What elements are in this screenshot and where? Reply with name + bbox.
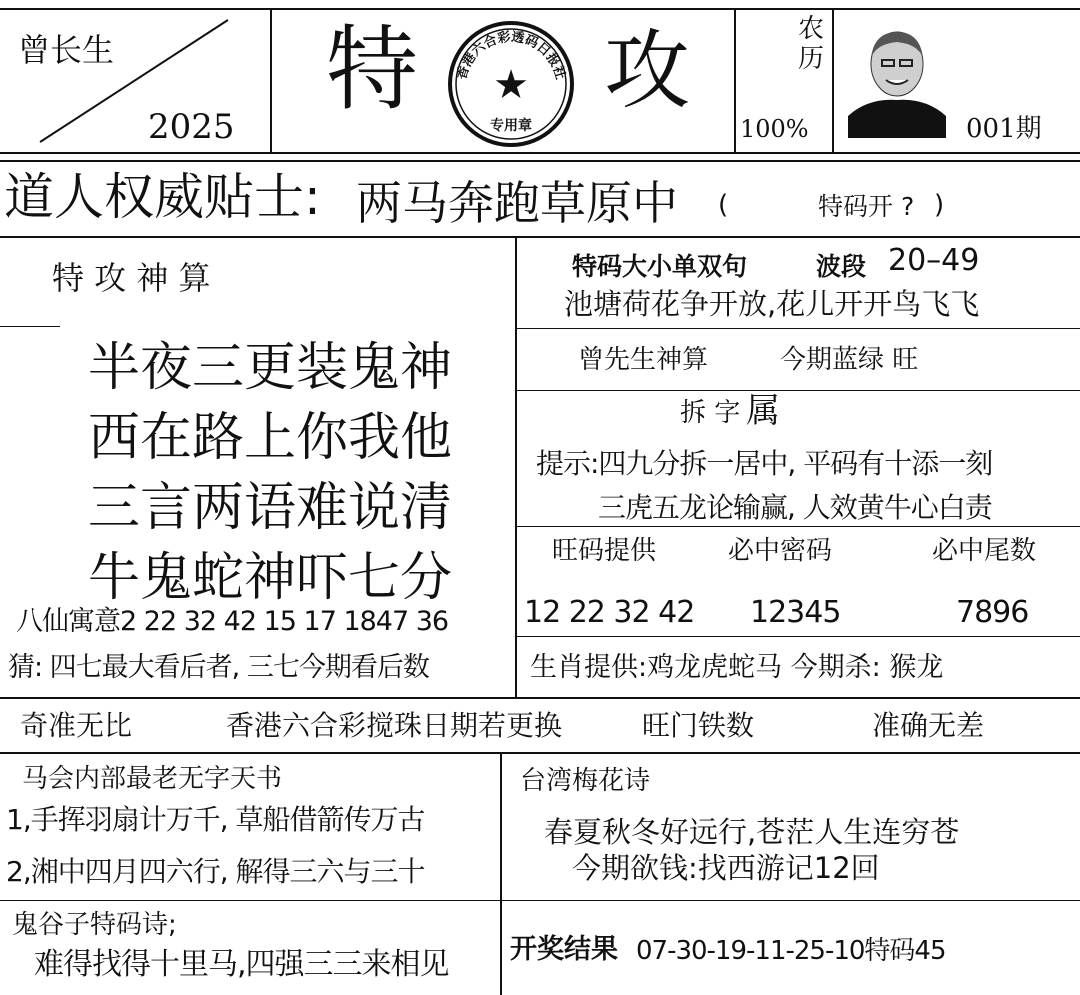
zodiac-text: 生肖提供:鸡龙虎蛇马 今期杀: 猴龙 bbox=[530, 652, 944, 683]
lunar-char-1: 农 bbox=[798, 14, 825, 44]
title-char-left: 特 bbox=[326, 16, 419, 123]
seal-bottom-text: 专用章 bbox=[490, 118, 532, 134]
col-header-1: 旺码提供 bbox=[552, 536, 657, 566]
chaizi-char: 属 bbox=[746, 391, 780, 431]
issue-number: 001期 bbox=[966, 114, 1042, 144]
col-value-2: 12345 bbox=[750, 595, 841, 630]
percent-value: 100% bbox=[740, 115, 809, 143]
year: 2025 bbox=[148, 107, 235, 147]
rule-right-3 bbox=[517, 526, 1080, 527]
horse-title: 马会内部最老无字天书 bbox=[22, 764, 283, 794]
rule-banner-top bbox=[0, 697, 1080, 699]
baxian-numbers: 八仙寓意2 22 32 42 15 17 1847 36 bbox=[16, 606, 449, 637]
rule-top bbox=[0, 8, 1080, 10]
zeng-value: 今期蓝绿 旺 bbox=[780, 345, 919, 375]
result-value: 07-30-19-11-25-10特码45 bbox=[636, 936, 946, 966]
guess-text: 猜: 四七最大看后者, 三七今期看后数 bbox=[8, 652, 429, 683]
vline-header-1 bbox=[270, 8, 272, 154]
tip-note: 特码开 ? bbox=[818, 192, 915, 221]
rule-tip-bottom bbox=[0, 236, 1080, 238]
horse-line-1: 1,手挥羽扇计万千, 草船借箭传万古 bbox=[6, 803, 425, 836]
poem-line-4: 牛鬼蛇神吓七分 bbox=[88, 548, 453, 608]
tip-label: 道人权威贴士: bbox=[4, 168, 321, 226]
banner-item-1: 奇准无比 bbox=[20, 709, 133, 742]
seal-stamp bbox=[447, 20, 575, 148]
rule-right-4 bbox=[517, 636, 1080, 637]
rule-right-1 bbox=[517, 328, 1080, 329]
banner-item-2: 香港六合彩搅珠日期若更换 bbox=[226, 709, 563, 742]
guigu-text: 难得找得十里马,四强三三来相见 bbox=[34, 947, 449, 982]
rule-header-bottom bbox=[0, 152, 1080, 154]
portrait-photo bbox=[848, 20, 946, 138]
vline-middle bbox=[515, 238, 517, 698]
rule-left-heading bbox=[0, 326, 60, 327]
col-value-1: 12 22 32 42 bbox=[524, 595, 695, 630]
result-label: 开奖结果 bbox=[510, 934, 618, 965]
banner-item-4: 准确无差 bbox=[872, 709, 985, 742]
hint-line-2: 三虎五龙论输赢, 人效黄牛心白责 bbox=[598, 491, 992, 524]
rule-header-bottom-2 bbox=[0, 160, 1080, 162]
poem-line-2: 西在路上你我他 bbox=[88, 408, 453, 468]
rule-bottom-left bbox=[0, 900, 500, 901]
left-heading: 特 攻 神 算 bbox=[52, 259, 211, 297]
zeng-label: 曾先生神算 bbox=[578, 345, 709, 375]
chaizi-label: 拆 字 bbox=[680, 398, 741, 428]
poem-line-1: 半夜三更装鬼神 bbox=[88, 338, 453, 398]
hint-line-1: 提示:四九分拆一居中, 平码有十添一刻 bbox=[536, 447, 993, 480]
rule-right-2 bbox=[517, 390, 1080, 391]
seal-star-icon: ★ bbox=[493, 62, 529, 108]
wave-value: 20–49 bbox=[888, 243, 980, 278]
author-name: 曾长生 bbox=[18, 31, 115, 69]
seal-arc-text: 香港六合彩透码日报社 bbox=[454, 29, 568, 82]
poem-line-3: 三言两语难说清 bbox=[88, 478, 453, 538]
verse-text: 池塘荷花争开放,花儿开开鸟飞飞 bbox=[564, 287, 980, 321]
title-char-right: 攻 bbox=[604, 21, 690, 121]
tip-text: 两马奔跑草原中 bbox=[356, 176, 678, 230]
tip-note-close: ) bbox=[934, 190, 945, 220]
col-header-3: 必中尾数 bbox=[932, 536, 1037, 566]
banner-item-3: 旺门铁数 bbox=[642, 709, 755, 742]
guigu-title: 鬼谷子特码诗; bbox=[12, 910, 177, 940]
rule-bottom-right bbox=[502, 900, 1080, 901]
horse-line-2: 2,湘中四月四六行, 解得三六与三十 bbox=[6, 855, 425, 888]
col-value-3: 7896 bbox=[956, 595, 1029, 630]
vline-header-3 bbox=[832, 8, 834, 154]
tip-note-open: ( bbox=[718, 190, 729, 220]
taiwan-line-2: 今期欲钱:找西游记12回 bbox=[572, 851, 880, 885]
taiwan-line-1: 春夏秋冬好远行,苍茫人生连穷苍 bbox=[544, 815, 960, 849]
vline-bottom bbox=[500, 754, 502, 995]
rule-banner-bottom bbox=[0, 752, 1080, 754]
vline-header-2 bbox=[734, 8, 736, 154]
lunar-char-2: 历 bbox=[798, 44, 825, 74]
taiwan-title: 台湾梅花诗 bbox=[520, 766, 651, 796]
size-odd-title: 特码大小单双句 bbox=[572, 252, 748, 281]
wave-label: 波段 bbox=[816, 252, 867, 281]
col-header-2: 必中密码 bbox=[728, 536, 833, 566]
